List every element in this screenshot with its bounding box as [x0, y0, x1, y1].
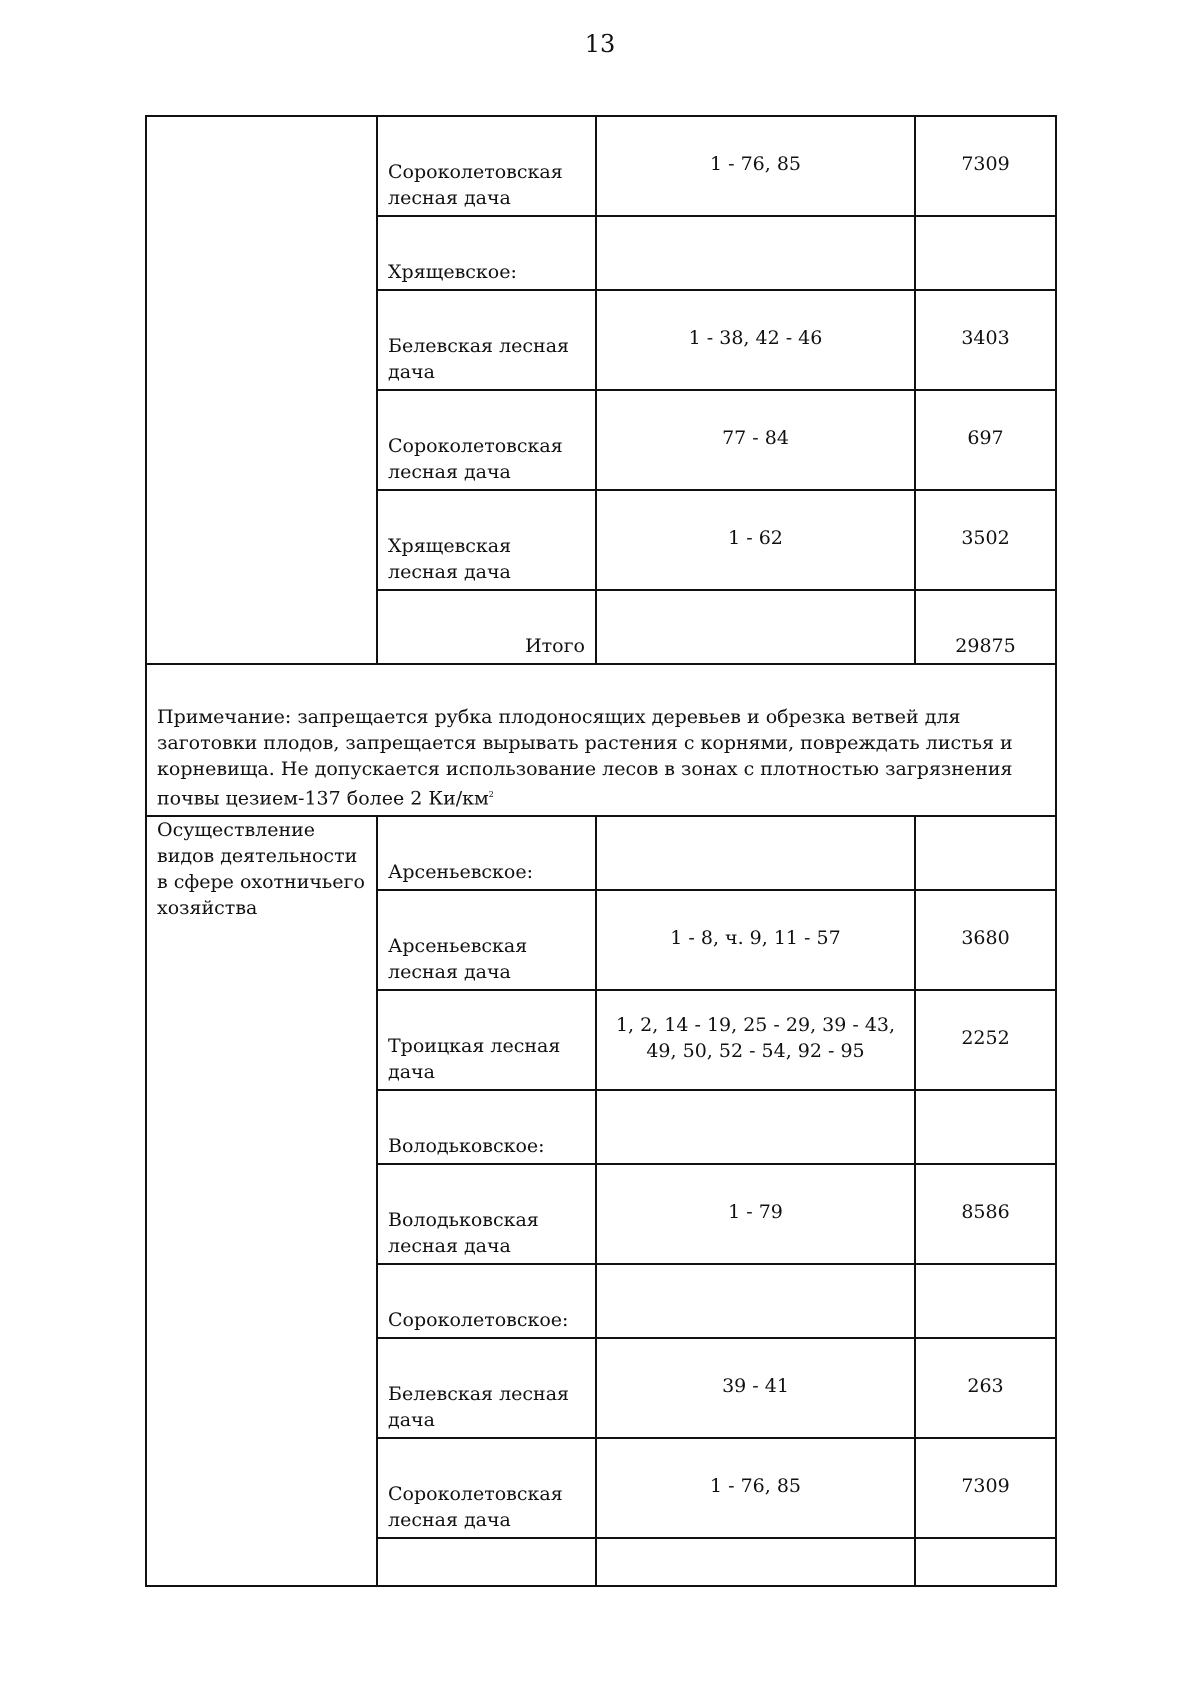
quarter-numbers-cell: 1 - 76, 85 — [596, 1438, 915, 1538]
activity-cell-empty — [146, 116, 377, 664]
quarter-numbers-cell: 1 - 76, 85 — [596, 116, 915, 216]
note-cell — [146, 664, 1056, 816]
area-cell — [915, 1090, 1056, 1164]
quarter-numbers-cell: 1 - 38, 42 - 46 — [596, 290, 915, 390]
note-text: Примечание: запрещается рубка плодоносящих деревьев и обрезка ветвей для заготовки плодов, запрещается вырывать растения с корнями, повреждать листья и корневища. Не допускается использование лесов в зонах с плотностью загрязнения почвы цезием-137 более 2 Ки/км — [157, 705, 1013, 809]
activity-cell: Осуществление видов деятельности в сфере охотничьего хозяйства — [146, 816, 377, 1586]
quarter-numbers-cell: 1 - 62 — [596, 490, 915, 590]
area-cell: 8586 — [915, 1164, 1056, 1264]
forest-name-cell: Хрящевская лесная дача — [377, 490, 596, 590]
area-cell: 7309 — [915, 116, 1056, 216]
quarter-numbers-cell: 1 - 79 — [596, 1164, 915, 1264]
forestry-name-cell: Володьковское: — [377, 1090, 596, 1164]
note-row — [146, 664, 1056, 816]
area-cell — [915, 216, 1056, 290]
area-cell: 3502 — [915, 490, 1056, 590]
area-cell: 697 — [915, 390, 1056, 490]
forestry-name-cell: Хрящевское: — [377, 216, 596, 290]
total-label: Итого — [377, 590, 596, 664]
quarter-numbers-cell: 77 - 84 — [596, 390, 915, 490]
area-cell: 263 — [915, 1338, 1056, 1438]
quarter-numbers-cell: 1 - 8, ч. 9, 11 - 57 — [596, 890, 915, 990]
forest-name-cell: Сороколетовская лесная дача — [377, 116, 596, 216]
forest-name-cell: Арсеньевская лесная дача — [377, 890, 596, 990]
forestry-name-cell: Арсеньевское: — [377, 816, 596, 890]
area-cell: 2252 — [915, 990, 1056, 1090]
forest-name-cell: Володьковская лесная дача — [377, 1164, 596, 1264]
quarter-numbers-cell: 1, 2, 14 - 19, 25 - 29, 39 - 43, 49, 50, 52 - 54, 92 - 95 — [596, 990, 915, 1090]
area-cell — [915, 1538, 1056, 1586]
forest-name-cell: Сороколетовская лесная дача — [377, 390, 596, 490]
area-cell — [915, 1264, 1056, 1338]
table-row — [146, 116, 1056, 216]
quarter-numbers-cell — [596, 1090, 915, 1164]
table-row — [146, 816, 1056, 890]
area-cell: 3680 — [915, 890, 1056, 990]
note-superscript: 2 — [488, 789, 494, 799]
total-value: 29875 — [915, 590, 1056, 664]
quarter-numbers-cell — [596, 1264, 915, 1338]
quarter-numbers-cell — [596, 816, 915, 890]
total-empty-cell — [596, 590, 915, 664]
area-cell — [915, 816, 1056, 890]
forest-table — [145, 115, 1057, 1587]
forest-name-cell: Сороколетовская лесная дача — [377, 1438, 596, 1538]
page-number: 13 — [584, 30, 616, 58]
forest-name-cell: Белевская лесная дача — [377, 290, 596, 390]
quarter-numbers-cell — [596, 216, 915, 290]
forest-name-cell: Троицкая лесная дача — [377, 990, 596, 1090]
quarter-numbers-cell — [596, 1538, 915, 1586]
area-cell: 7309 — [915, 1438, 1056, 1538]
quarter-numbers-cell: 39 - 41 — [596, 1338, 915, 1438]
forest-name-cell: Белевская лесная дача — [377, 1338, 596, 1438]
area-cell: 3403 — [915, 290, 1056, 390]
forest-name-cell — [377, 1538, 596, 1586]
forestry-name-cell: Сороколетовское: — [377, 1264, 596, 1338]
